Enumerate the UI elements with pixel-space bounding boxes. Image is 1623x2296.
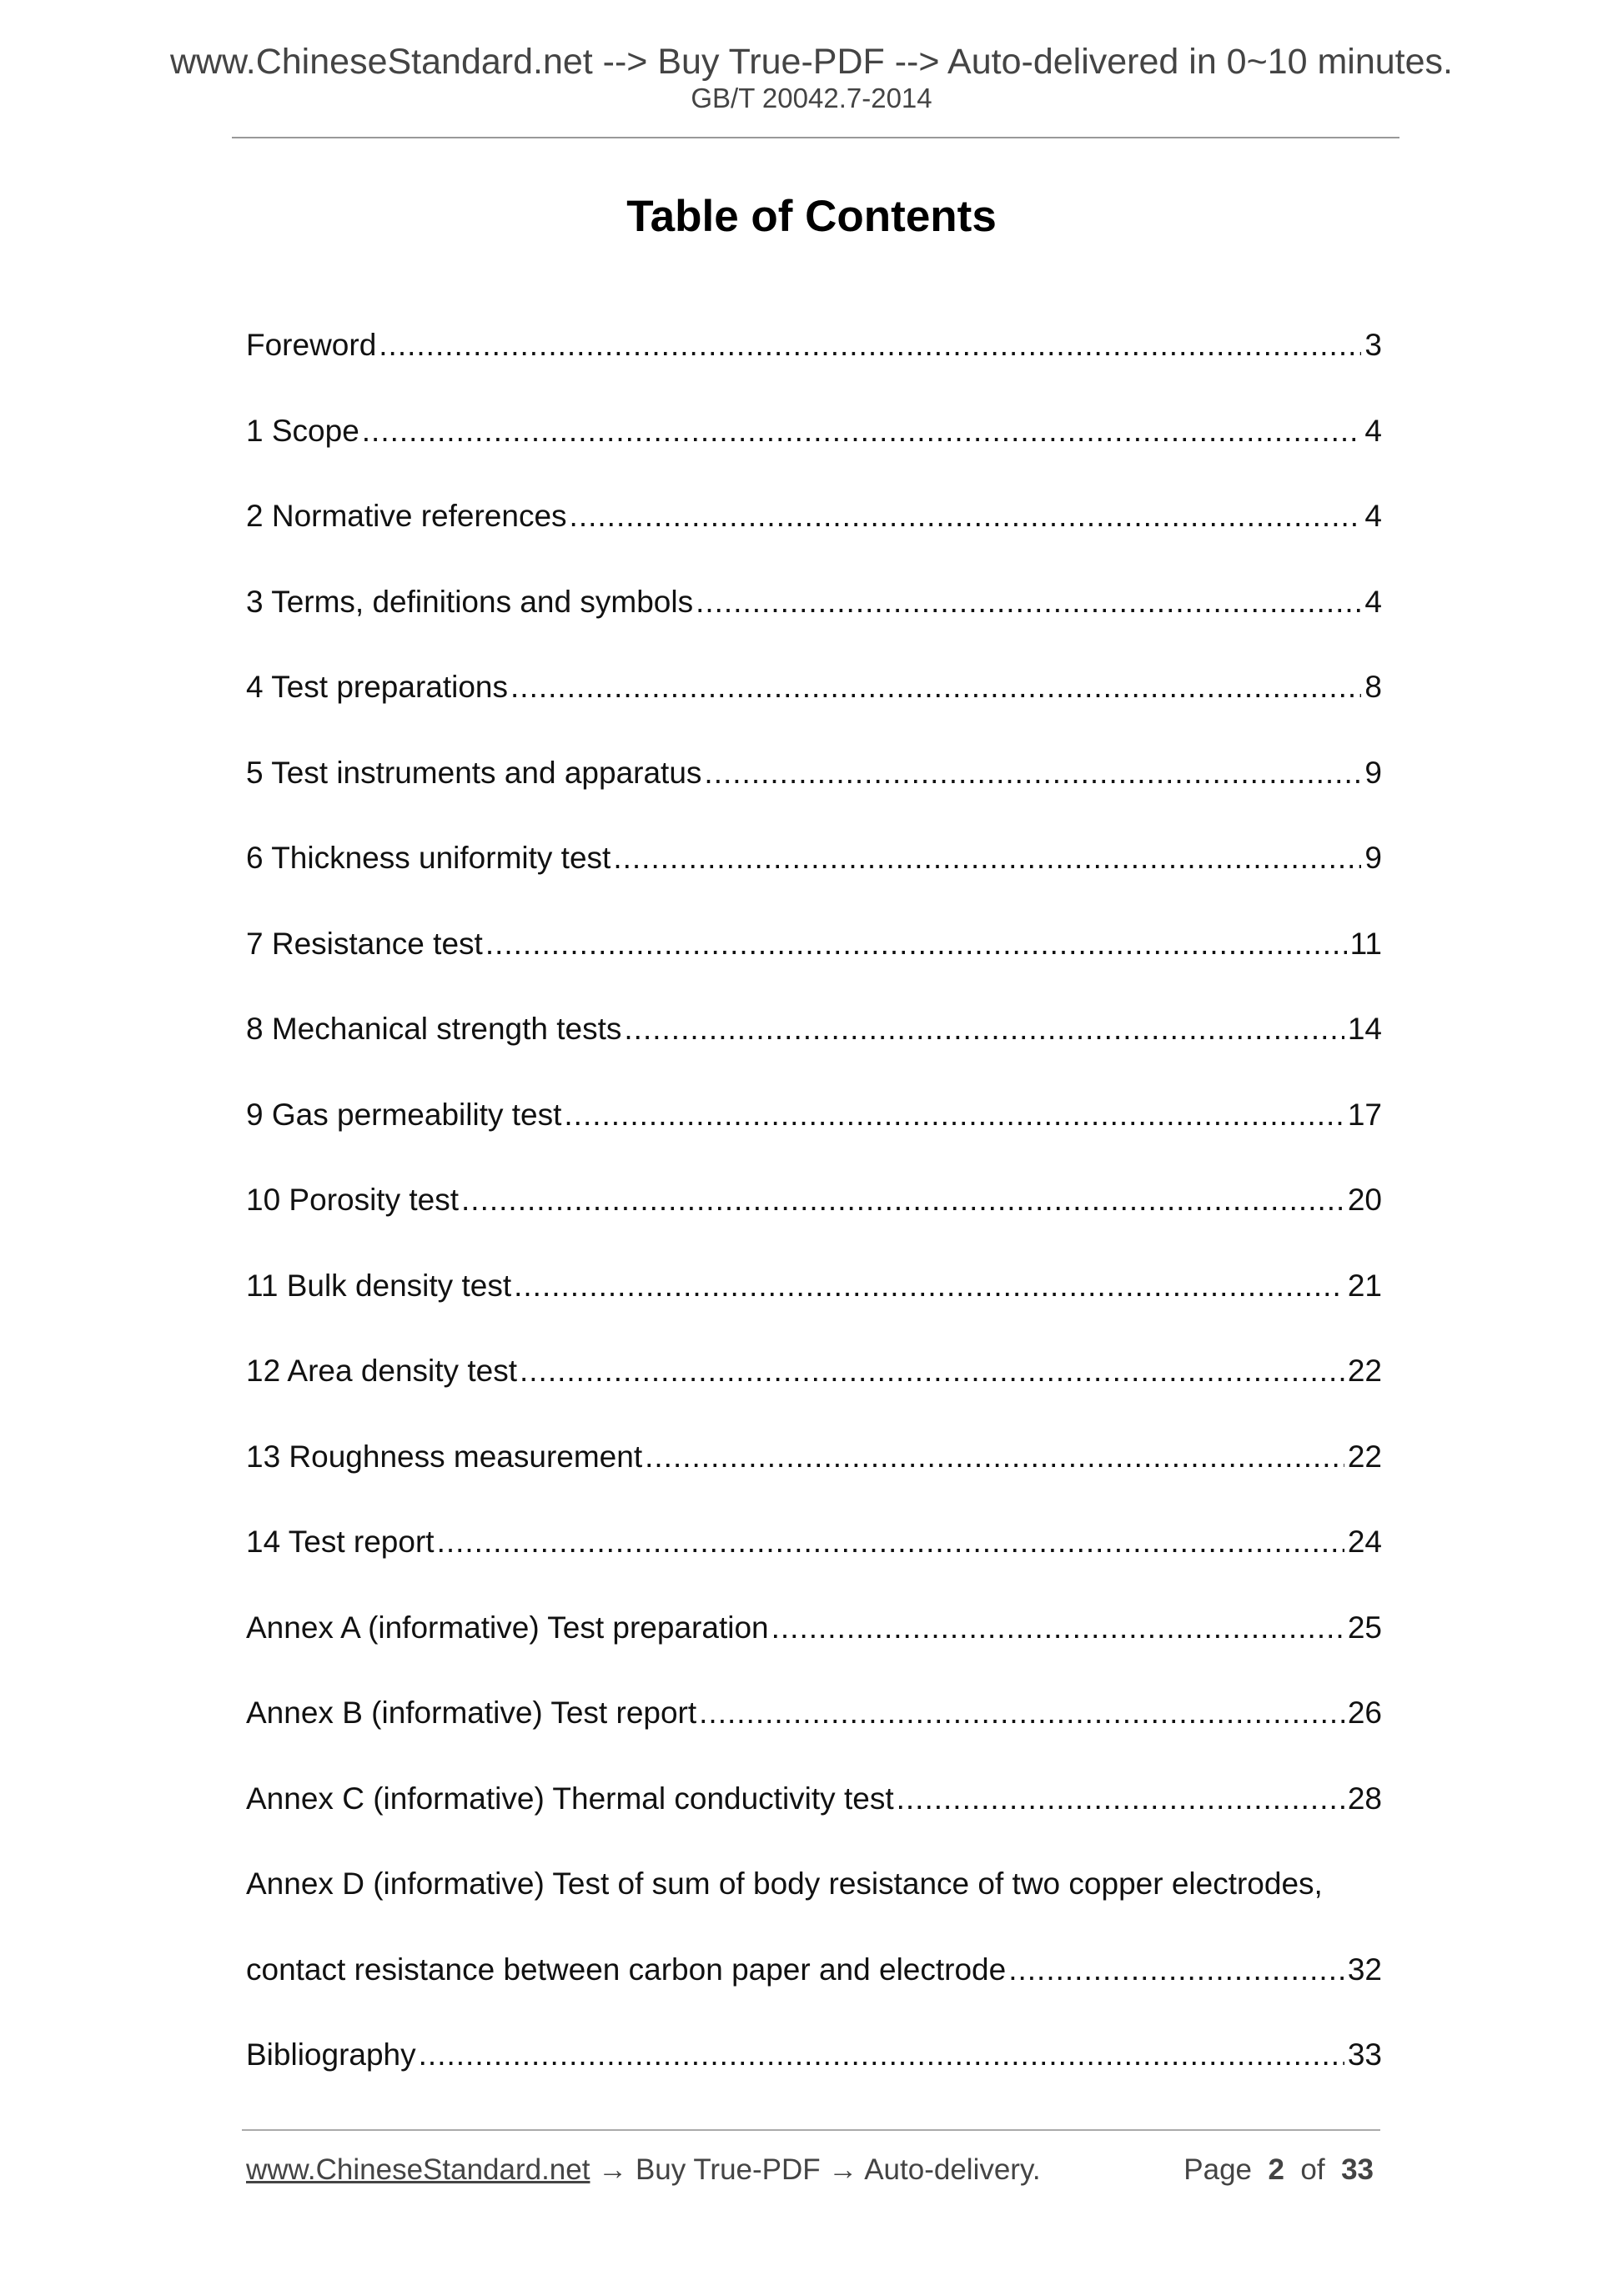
toc-entry-gas-permeability[interactable] <box>246 1089 1382 1175</box>
page-of-label: of <box>1300 2153 1325 2186</box>
toc-entry-foreword[interactable] <box>246 319 1382 405</box>
toc-entry-porosity[interactable] <box>246 1174 1382 1260</box>
dot-leader <box>362 405 1362 457</box>
toc-entry-roughness[interactable] <box>246 1431 1382 1517</box>
toc-entry-title: 14 Test report <box>246 1525 435 1559</box>
toc-entry-page: 4 <box>1364 413 1382 448</box>
dot-leader <box>704 747 1361 799</box>
footer-delivery-text: Auto-delivery. <box>864 2153 1041 2186</box>
toc-entry-title: 5 Test instruments and apparatus <box>246 755 702 790</box>
toc-entry-page: 20 <box>1347 1183 1382 1217</box>
dot-leader <box>624 1003 1344 1055</box>
toc-entry-title: 9 Gas permeability test <box>246 1097 562 1132</box>
toc-entry-title: 1 Scope <box>246 413 359 448</box>
toc-entry-page: 22 <box>1347 1354 1382 1388</box>
dot-leader <box>613 832 1361 884</box>
dot-leader <box>645 1431 1344 1483</box>
toc-entry-normative-references[interactable] <box>246 490 1382 576</box>
dot-leader <box>897 1773 1344 1825</box>
toc-entry-title: 2 Normative references <box>246 499 567 533</box>
dot-leader <box>570 490 1362 542</box>
toc-entry-page: 32 <box>1347 1952 1382 1987</box>
toc-entry-area-density[interactable] <box>246 1345 1382 1431</box>
toc-entry-title: Annex C (informative) Thermal conductivity test <box>246 1781 894 1816</box>
toc-entry-bulk-density[interactable] <box>246 1260 1382 1346</box>
toc-entry-test-instruments[interactable] <box>246 747 1382 833</box>
toc-entry-page: 21 <box>1347 1268 1382 1303</box>
toc-entry-page: 17 <box>1347 1097 1382 1132</box>
toc-entry-page: 26 <box>1347 1696 1382 1730</box>
toc-entry-title: 8 Mechanical strength tests <box>246 1012 622 1046</box>
dot-leader <box>485 918 1347 970</box>
toc-entry-title: Annex A (informative) Test preparation <box>246 1610 769 1645</box>
dot-leader <box>514 1260 1344 1312</box>
toc-entry-title: 12 Area density test <box>246 1354 517 1388</box>
toc-entry-annex-d[interactable] <box>246 1858 1382 2029</box>
toc-entry-test-preparations[interactable] <box>246 661 1382 747</box>
toc-entry-page: 11 <box>1349 926 1382 961</box>
toc-entry-bibliography[interactable] <box>246 2029 1382 2115</box>
toc-entry-title: Bibliography <box>246 2037 416 2072</box>
toc-entry-page: 3 <box>1364 328 1382 362</box>
toc-entry-thickness-uniformity[interactable] <box>246 832 1382 918</box>
page-current: 2 <box>1268 2153 1284 2186</box>
toc-entry-title: 10 Porosity test <box>246 1183 460 1217</box>
toc-entry-title: 6 Thickness uniformity test <box>246 841 611 875</box>
dot-leader <box>437 1516 1344 1568</box>
toc-entry-page: 4 <box>1364 584 1382 619</box>
dot-leader <box>520 1345 1344 1397</box>
dot-leader <box>379 319 1361 371</box>
toc-entry-mechanical-strength[interactable] <box>246 1003 1382 1089</box>
toc-entry-page: 9 <box>1364 841 1382 875</box>
toc-entry-annex-c[interactable] <box>246 1773 1382 1859</box>
dot-leader <box>699 1687 1344 1739</box>
toc-entry-title-line1: Annex D (informative) Test of sum of body resistance of two copper electrodes, <box>246 1866 1323 1901</box>
header-divider <box>232 137 1399 138</box>
arrow-right-icon: → <box>828 2153 858 2186</box>
toc-entry-page: 33 <box>1347 2037 1382 2072</box>
table-of-contents <box>246 319 1382 2115</box>
toc-entry-title: Annex B (informative) Test report <box>246 1696 697 1730</box>
toc-entry-annex-a[interactable] <box>246 1602 1382 1688</box>
toc-entry-terms-definitions[interactable] <box>246 576 1382 662</box>
toc-entry-resistance-test[interactable] <box>246 918 1382 1004</box>
page-label: Page <box>1183 2153 1253 2186</box>
footer-buy-text: Buy True-PDF <box>635 2153 821 2186</box>
toc-entry-page: 24 <box>1347 1525 1382 1559</box>
dot-leader <box>696 576 1361 628</box>
arrow-right-icon: → <box>598 2153 628 2186</box>
toc-entry-title: Foreword <box>246 328 377 362</box>
page-indicator <box>1183 2152 1374 2188</box>
document-id: GB/T 20042.7-2014 <box>691 83 932 113</box>
toc-entry-title: 4 Test preparations <box>246 670 509 704</box>
toc-entry-page: 14 <box>1347 1012 1382 1046</box>
toc-entry-page: 28 <box>1347 1781 1382 1816</box>
toc-entry-test-report[interactable] <box>246 1516 1382 1602</box>
dot-leader <box>510 661 1361 713</box>
toc-entry-scope[interactable] <box>246 405 1382 491</box>
toc-entry-title-line2: contact resistance between carbon paper and electrode <box>246 1952 1007 1987</box>
toc-entry-title: 11 Bulk density test <box>246 1268 512 1303</box>
toc-entry-annex-b[interactable] <box>246 1687 1382 1773</box>
footer-divider <box>242 2129 1380 2131</box>
page-footer <box>246 2152 1374 2188</box>
toc-entry-page: 4 <box>1364 499 1382 533</box>
page-total: 33 <box>1341 2153 1374 2186</box>
dot-leader <box>771 1602 1344 1654</box>
dot-leader <box>461 1174 1344 1226</box>
dot-leader <box>1008 1944 1344 1996</box>
footer-promo <box>246 2152 1041 2188</box>
dot-leader <box>564 1089 1344 1141</box>
footer-site-link[interactable]: www.ChineseStandard.net <box>246 2153 590 2186</box>
toc-entry-page: 22 <box>1347 1439 1382 1474</box>
toc-entry-page: 25 <box>1347 1610 1382 1645</box>
toc-title: Table of Contents <box>626 192 997 241</box>
dot-leader <box>419 2029 1344 2081</box>
top-banner: www.ChineseStandard.net --> Buy True-PDF --> Auto-delivered in 0~10 minutes. <box>169 42 1453 82</box>
toc-entry-title: 7 Resistance test <box>246 926 483 961</box>
toc-entry-title: 3 Terms, definitions and symbols <box>246 584 694 619</box>
toc-entry-title: 13 Roughness measurement <box>246 1439 643 1474</box>
toc-entry-page: 9 <box>1364 755 1382 790</box>
toc-entry-page: 8 <box>1364 670 1382 704</box>
